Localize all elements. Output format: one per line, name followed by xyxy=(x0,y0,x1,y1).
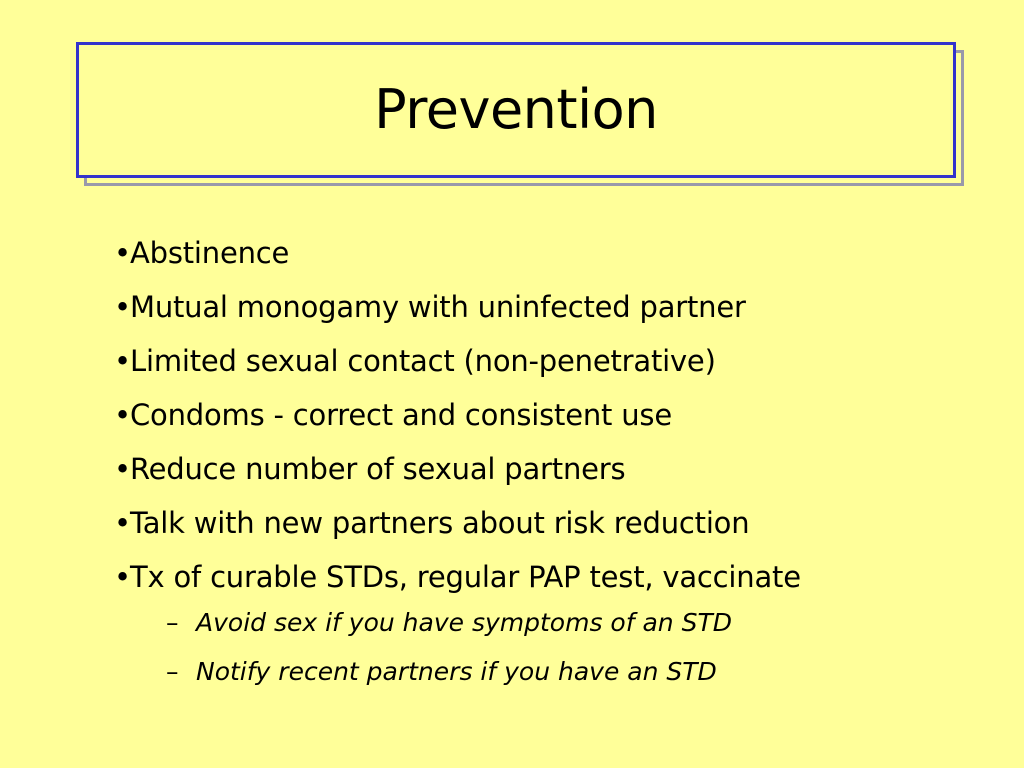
title-box xyxy=(76,42,956,178)
bullet-dot-icon: • xyxy=(114,452,131,486)
bullet-text: Condoms - correct and consistent use xyxy=(130,398,672,432)
bullet-item xyxy=(114,280,801,334)
bullet-dot-icon: • xyxy=(114,398,131,432)
bullet-dot-icon: • xyxy=(114,290,131,324)
bullet-item xyxy=(114,334,801,388)
bullet-text: Tx of curable STDs, regular PAP test, vaccinate xyxy=(130,560,801,594)
bullet-item xyxy=(114,550,801,604)
bullet-text: Abstinence xyxy=(130,236,290,270)
sub-bullet-item xyxy=(166,598,732,647)
bullet-text: Reduce number of sexual partners xyxy=(130,452,626,486)
sub-bullet-item xyxy=(166,647,732,696)
bullet-item xyxy=(114,226,801,280)
bullet-dot-icon: • xyxy=(114,236,131,270)
bullet-item xyxy=(114,496,801,550)
bullet-dot-icon: • xyxy=(114,560,131,594)
bullet-dot-icon: • xyxy=(114,506,131,540)
sub-bullet-list xyxy=(166,598,732,696)
sub-bullet-text: Avoid sex if you have symptoms of an STD xyxy=(196,608,732,637)
bullet-text: Talk with new partners about risk reduction xyxy=(130,506,750,540)
bullet-text: Limited sexual contact (non-penetrative) xyxy=(130,344,716,378)
bullet-item xyxy=(114,388,801,442)
slide-title: Prevention xyxy=(374,78,658,141)
bullet-list xyxy=(114,226,801,604)
dash-icon: – xyxy=(166,657,179,686)
dash-icon: – xyxy=(166,608,179,637)
bullet-dot-icon: • xyxy=(114,344,131,378)
bullet-text: Mutual monogamy with uninfected partner xyxy=(130,290,746,324)
bullet-item xyxy=(114,442,801,496)
sub-bullet-text: Notify recent partners if you have an STD xyxy=(196,657,717,686)
